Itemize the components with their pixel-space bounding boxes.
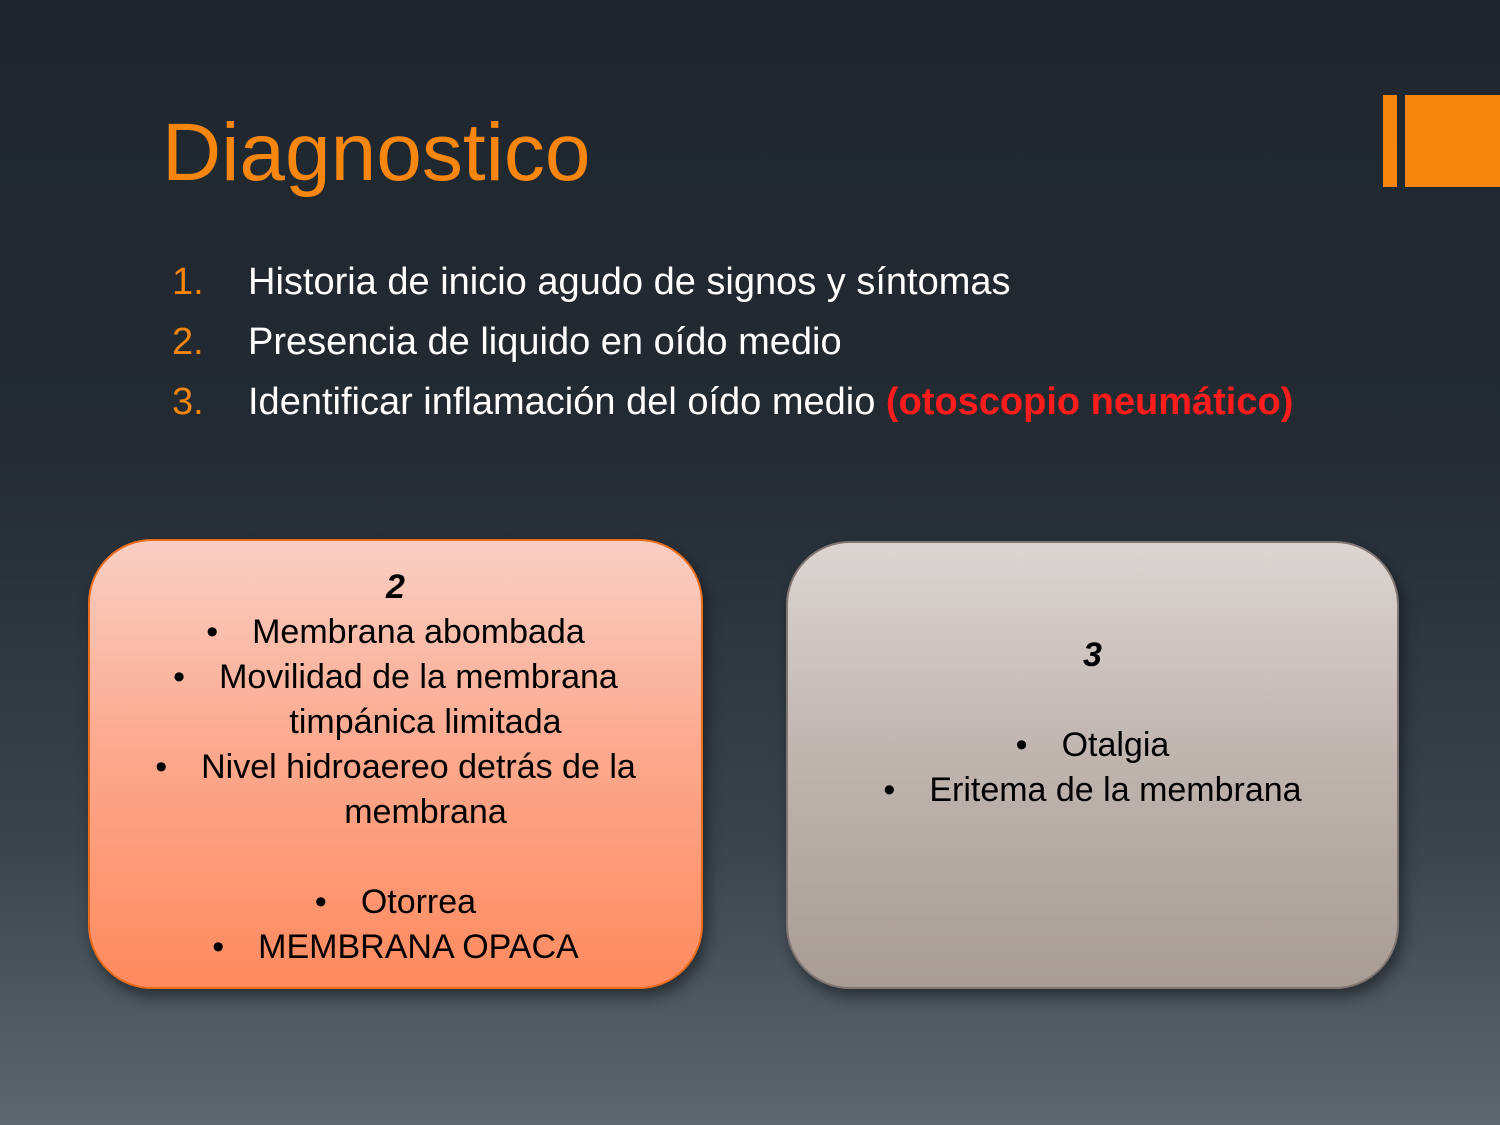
criteria-number: 3. (172, 380, 204, 423)
list-item (883, 723, 1301, 768)
list-item-text: MEMBRANA OPACA (258, 928, 579, 966)
bullet-icon: • (173, 658, 186, 696)
accent-bar-thin (1383, 95, 1397, 187)
bullet-icon: • (212, 928, 225, 966)
criteria-text: Identificar inflamación del oído medio (248, 380, 886, 423)
bullet-icon: • (314, 883, 327, 921)
list-item (155, 610, 636, 655)
list-item-text: Movilidad de la membrana (219, 658, 618, 696)
criteria-item-2 (172, 312, 1293, 372)
list-item (883, 768, 1301, 813)
list-item (155, 925, 636, 970)
box-bullet-list (883, 723, 1301, 813)
criteria-text: Presencia de liquido en oído medio (248, 320, 842, 363)
list-item-text: Otalgia (1061, 726, 1170, 764)
list-item-text: Otorrea (360, 883, 477, 921)
bullet-icon: • (155, 748, 168, 786)
accent-bar-block (1405, 95, 1500, 187)
list-spacer (155, 835, 636, 880)
list-item-text: Eritema de la membrana (929, 771, 1302, 809)
box-bullet-list (155, 610, 636, 970)
list-item-continuation: membrana (344, 793, 507, 831)
criteria-number: 2. (172, 320, 204, 363)
bullet-icon: • (206, 613, 219, 651)
criteria-item-3 (172, 372, 1293, 432)
list-item (155, 880, 636, 925)
criteria-highlight: (otoscopio neumático) (885, 380, 1294, 423)
list-item-text: Nivel hidroaereo detrás de la (201, 748, 636, 786)
list-item (155, 655, 636, 745)
bullet-icon: • (883, 771, 896, 809)
box-heading: 2 (386, 568, 405, 606)
bullet-icon: • (1015, 726, 1028, 764)
box-heading: 3 (1083, 636, 1102, 674)
list-item (155, 745, 636, 835)
diagnosis-criteria-list (172, 252, 1293, 432)
criterion-3-box (786, 541, 1399, 989)
criteria-number: 1. (172, 260, 204, 303)
slide-title: Diagnostico (162, 107, 591, 198)
criteria-text: Historia de inicio agudo de signos y síntomas (248, 260, 1011, 303)
list-item-text: Membrana abombada (252, 613, 585, 651)
list-item-continuation: timpánica limitada (289, 703, 562, 741)
criterion-2-box (88, 539, 703, 989)
criteria-item-1 (172, 252, 1293, 312)
